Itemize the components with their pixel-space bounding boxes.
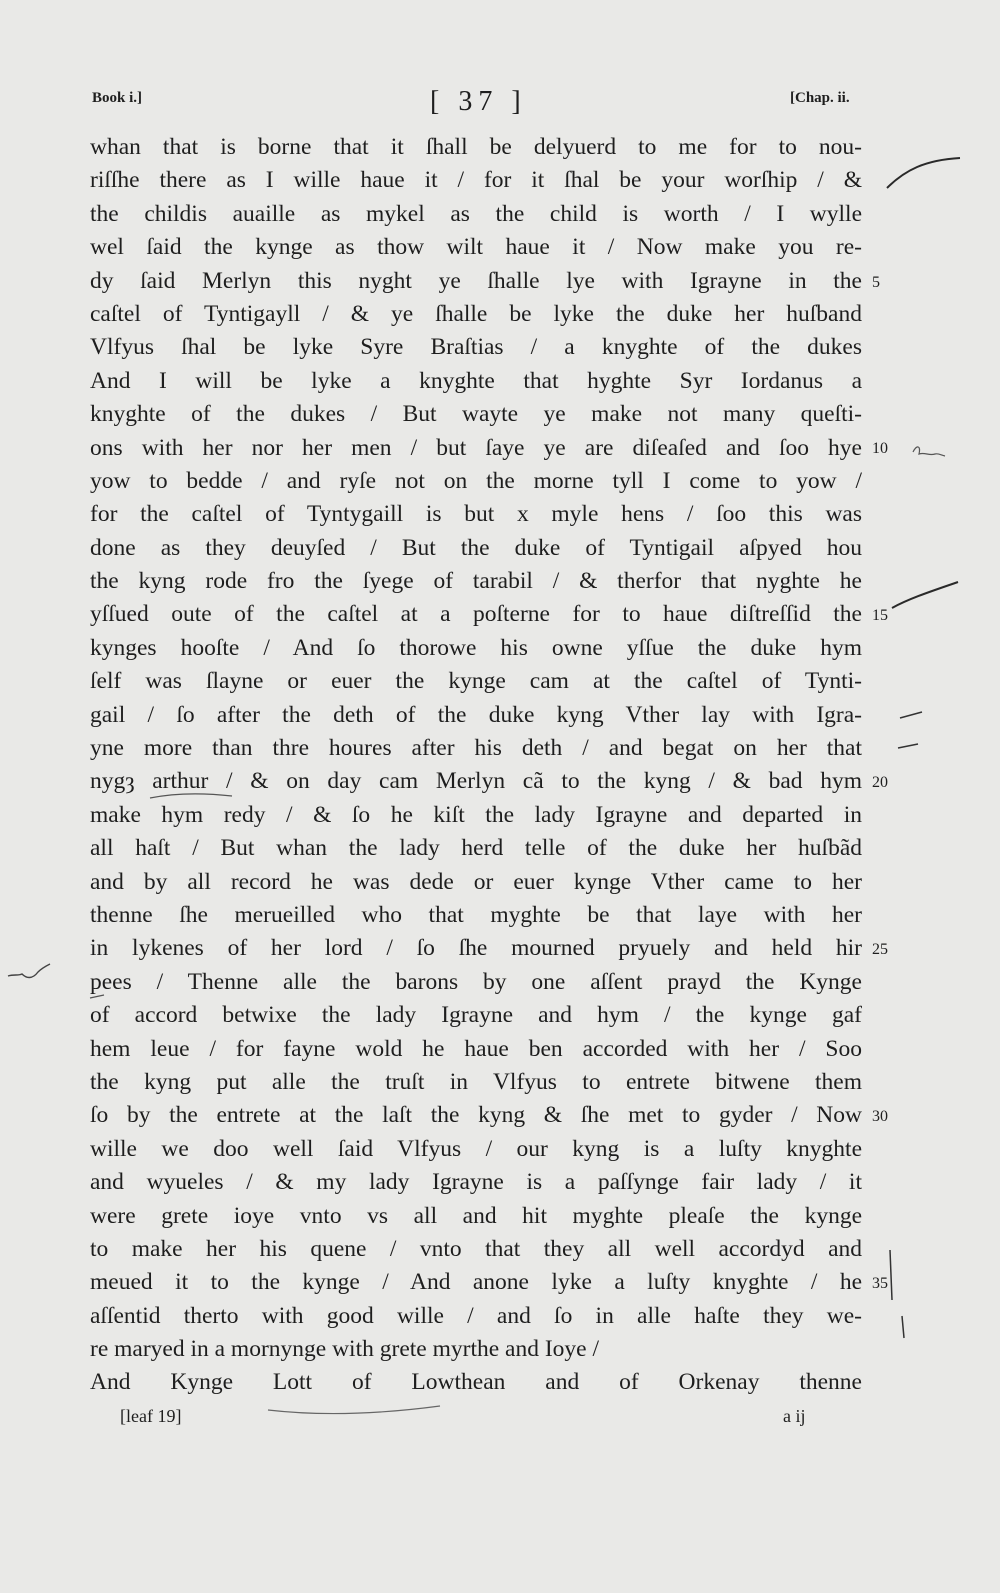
text-line: Vlfyus ſhal be lyke Syre Braſtias / a knyghte of the dukes (90, 334, 862, 361)
text-line: kynges hooſte / And ſo thorowe his owne yſſue the duke hym (90, 634, 862, 661)
text-line: the childis auaille as mykel as the child is worth / I wylle (90, 200, 862, 227)
text-line: yow to bedde / and ryſe not on the morne tyll I come to yow / (90, 467, 862, 494)
text-line: pees / Thenne alle the barons by one aſſent prayd the Kynge (90, 968, 862, 995)
text-line: re maryed in a mornynge with grete myrthe and Ioye / (90, 1336, 599, 1363)
text-line: aſſentid therto with good wille / and ſo in alle haſte they we- (90, 1302, 862, 1329)
text-line: yſſued oute of the caſtel at a poſterne for to haue diſtreſſid the (90, 601, 862, 628)
text-line: wille we doo well ſaid Vlfyus / our kyng is a luſty knyghte (90, 1135, 862, 1162)
line-number: 10 (872, 440, 888, 457)
text-line: thenne ſhe merueilled who that myghte be that laye with her (90, 901, 862, 928)
pencil-dash-mark (90, 995, 104, 998)
text-line: and wyueles / & my lady Igrayne is a paſſynge fair lady / it (90, 1169, 862, 1196)
text-line: ſelf was ſlayne or euer the kynge cam at the caſtel of Tynti- (90, 668, 862, 695)
text-line: in lykenes of her lord / ſo ſhe mourned pryuely and held hir (90, 935, 862, 962)
text-line: were grete ioye vnto vs all and hit myghte pleaſe the kynge (90, 1202, 862, 1229)
text-line: ons with her nor her men / but ſaye ye are diſeaſed and ſoo hye (90, 434, 862, 461)
line-number: 25 (872, 941, 888, 958)
text-line: done as they deuyſed / But the duke of Tyntigail aſpyed hou (90, 534, 862, 561)
line-number: 30 (872, 1108, 888, 1125)
pencil-underline-mark (150, 794, 232, 798)
text-line: and by all record he was dede or euer kynge Vther came to her (90, 868, 862, 895)
signature-mark: a ij (783, 1406, 806, 1426)
text-line: gail / ſo after the deth of the duke kyng Vther lay with Igra- (90, 701, 862, 728)
pencil-stroke-mark (892, 582, 958, 608)
pencil-underline-mark (268, 1406, 440, 1413)
pencil-stroke-mark (887, 158, 960, 188)
chapter-running-head: [Chap. ii. (790, 90, 850, 106)
text-line: for the caſtel of Tyntygaill is but x myle hens / ſoo this was (90, 501, 862, 528)
text-line: ſo by the entrete at the laſt the kyng & ſhe met to gyder / Now (90, 1102, 862, 1129)
text-line: of accord betwixe the lady Igrayne and hym / the kynge gaf (90, 1002, 862, 1029)
page-number: [ 37 ] (430, 86, 527, 117)
text-line: caſtel of Tyntigayll / & ye ſhalle be lyke the duke her huſband (90, 300, 862, 327)
pencil-bracket-mark (902, 1316, 904, 1338)
text-line: knyghte of the dukes / But wayte ye make not many queſti- (90, 401, 862, 428)
book-running-head: Book i.] (92, 90, 143, 106)
text-line: hem leue / for fayne wold he haue ben accorded with her / Soo (90, 1035, 862, 1062)
text-line: make hym redy / & ſo he kiſt the lady Igrayne and departed in (90, 801, 862, 828)
text-line: nygȝ arthur / & on day cam Merlyn cã to the kyng / & bad hym (90, 768, 862, 795)
text-line: to make her his quene / vnto that they all well accordyd and (90, 1235, 862, 1262)
text-line: the kyng put alle the truſt in Vlfyus to entrete bitwene them (90, 1068, 862, 1095)
pencil-dash-mark (900, 712, 922, 718)
text-line: the kyng rode fro the ſyege of tarabil / & therfor that nyghte he (90, 568, 862, 595)
pencil-bracket-mark (890, 1250, 892, 1300)
line-number: 35 (872, 1275, 888, 1292)
leaf-reference: [leaf 19] (120, 1406, 182, 1426)
text-line: riſſhe there as I wille haue it / for it ſhal be your worſhip / & (90, 167, 862, 194)
text-line: all haſt / But whan the lady herd telle of the duke her huſbãd (90, 835, 862, 862)
text-line: whan that is borne that it ſhall be delyuerd to me for to nou- (90, 134, 862, 160)
text-line: wel ſaid the kynge as thow wilt haue it / Now make you re- (90, 234, 862, 261)
pencil-squiggle-mark (8, 964, 50, 978)
text-line: And Kynge Lott of Lowthean and of Orkenay thenne (90, 1369, 862, 1396)
text-line: meued it to the kynge / And anone lyke a luſty knyghte / he (90, 1269, 862, 1296)
text-line: dy ſaid Merlyn this nyght ye ſhalle lye with Igrayne in the (90, 267, 862, 294)
line-number: 20 (872, 774, 888, 791)
line-number: 15 (872, 607, 888, 624)
pencil-squiggle-mark (913, 447, 945, 456)
text-line: yne more than thre houres after his deth / and begat on her that (90, 735, 862, 762)
text-line: And I will be lyke a knyghte that hyghte Syr Iordanus a (90, 367, 862, 394)
line-number: 5 (872, 274, 880, 291)
pencil-dash-mark (898, 744, 918, 748)
